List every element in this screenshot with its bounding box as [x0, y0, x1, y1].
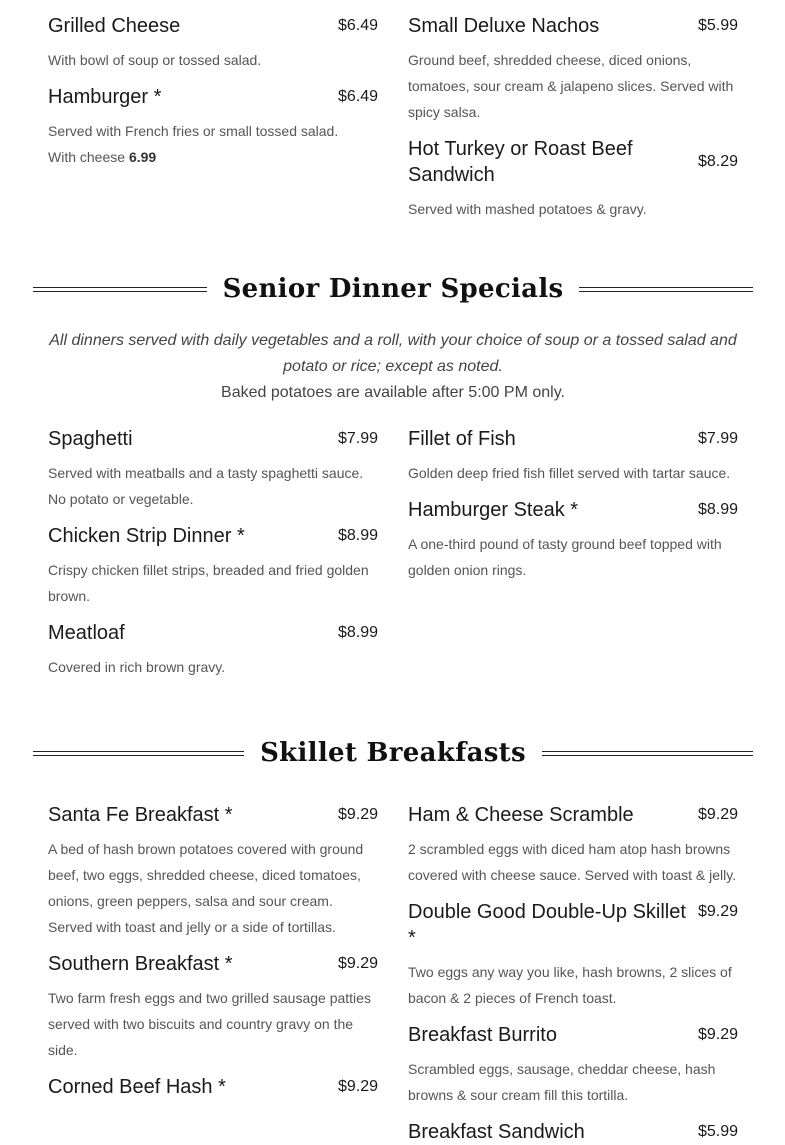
intro-note: Baked potatoes are available after 5:00 PM only.	[221, 384, 565, 401]
intro-italic-text: All dinners served with daily vegetables and a roll, with your choice of soup or a tossed salad and potato or rice; except as noted.	[49, 332, 737, 375]
divider-line	[33, 287, 207, 292]
item-price: $6.49	[337, 88, 378, 105]
item-name: Meatloaf	[48, 622, 125, 644]
item-description: With bowl of soup or tossed salad.	[48, 52, 262, 68]
item-price: $8.99	[337, 527, 378, 544]
menu-item	[408, 136, 738, 222]
item-description: Covered in rich brown gravy.	[48, 659, 226, 675]
top-right-column	[408, 13, 738, 222]
menu-item	[408, 13, 738, 125]
cheese-option-label: With cheese	[48, 149, 129, 165]
cheese-option-price: 6.99	[128, 149, 157, 165]
item-price: $9.29	[697, 1026, 738, 1043]
item-name: Southern Breakfast *	[48, 953, 233, 975]
item-name: Double Good Double-Up Skillet *	[408, 901, 686, 949]
item-price: $9.29	[337, 955, 378, 972]
menu-item	[408, 802, 738, 888]
item-description	[48, 118, 378, 170]
item-name: Santa Fe Breakfast *	[48, 804, 233, 826]
item-name: Corned Beef Hash *	[48, 1076, 226, 1098]
item-description: Served with mashed potatoes & gravy.	[408, 201, 647, 217]
skillet-right-column	[408, 802, 738, 1145]
skillet-left-column	[48, 802, 378, 1100]
item-price: $9.29	[697, 806, 738, 823]
item-price: $5.99	[697, 1123, 738, 1140]
top-left-column	[48, 13, 378, 170]
item-price: $8.99	[337, 624, 378, 641]
divider-line	[579, 287, 753, 292]
divider-line	[542, 751, 753, 756]
senior-specials-heading	[33, 269, 753, 309]
senior-right-column	[408, 426, 738, 583]
item-description: A bed of hash brown potatoes covered with ground beef, two eggs, shredded cheese, diced tomatoes, onions, green peppers, salsa and sour cream. Served with toast and jelly or a side of tortillas.	[48, 841, 364, 935]
item-price: $6.49	[337, 17, 378, 34]
menu-item	[48, 426, 378, 512]
item-description: A one-third pound of tasty ground beef topped with golden onion rings.	[408, 536, 722, 578]
menu-item	[408, 1022, 738, 1108]
menu-item	[48, 84, 378, 170]
item-name: Grilled Cheese	[48, 15, 181, 37]
senior-left-column	[48, 426, 378, 680]
item-price: $8.29	[697, 153, 738, 170]
menu-item	[48, 951, 378, 1063]
item-description: Scrambled eggs, sausage, cheddar cheese, hash browns & sour cream fill this tortilla.	[408, 1061, 716, 1103]
item-description: Ground beef, shredded cheese, diced onions, tomatoes, sour cream & jalapeno slices. Served with spicy salsa.	[408, 52, 734, 120]
senior-specials-intro	[48, 328, 738, 406]
item-description-text: Served with French fries or small tossed salad.	[48, 123, 339, 139]
item-price: $9.29	[697, 903, 738, 920]
item-description: 2 scrambled eggs with diced ham atop hash browns covered with cheese sauce. Served with toast & jelly.	[408, 841, 737, 883]
section-title: Senior Dinner Specials	[222, 274, 564, 304]
menu-item	[48, 620, 378, 680]
item-price: $9.29	[337, 1078, 378, 1095]
item-description: Golden deep fried fish fillet served with tartar sauce.	[408, 465, 731, 481]
menu-item	[48, 1074, 378, 1100]
item-name: Hamburger *	[48, 86, 162, 108]
item-price: $7.99	[697, 430, 738, 447]
item-name: Hot Turkey or Roast Beef Sandwich	[408, 138, 633, 186]
skillet-breakfasts-heading	[33, 733, 753, 773]
item-description: Two farm fresh eggs and two grilled sausage patties served with two biscuits and country gravy on the side.	[48, 990, 371, 1058]
section-title: Skillet Breakfasts	[260, 738, 526, 768]
menu-item	[48, 13, 378, 73]
item-description: Crispy chicken fillet strips, breaded and fried golden brown.	[48, 562, 369, 604]
item-name: Ham & Cheese Scramble	[408, 804, 634, 826]
item-name: Breakfast Sandwich	[408, 1121, 585, 1143]
menu-item	[48, 802, 378, 940]
item-name: Fillet of Fish	[408, 428, 516, 450]
item-description: Two eggs any way you like, hash browns, 2 slices of bacon & 2 pieces of French toast.	[408, 964, 732, 1006]
item-price: $5.99	[697, 17, 738, 34]
item-name: Chicken Strip Dinner *	[48, 525, 245, 547]
item-name: Hamburger Steak *	[408, 499, 579, 521]
menu-item	[48, 523, 378, 609]
item-name: Spaghetti	[48, 428, 133, 450]
menu-item	[408, 1119, 738, 1145]
item-price: $7.99	[337, 430, 378, 447]
item-price: $9.29	[337, 806, 378, 823]
divider-line	[33, 751, 244, 756]
item-description: Served with meatballs and a tasty spaghetti sauce. No potato or vegetable.	[48, 465, 364, 507]
item-price: $8.99	[697, 501, 738, 518]
item-name: Breakfast Burrito	[408, 1024, 557, 1046]
menu-item	[408, 899, 738, 1011]
menu-item	[408, 497, 738, 583]
menu-item	[408, 426, 738, 486]
item-name: Small Deluxe Nachos	[408, 15, 600, 37]
